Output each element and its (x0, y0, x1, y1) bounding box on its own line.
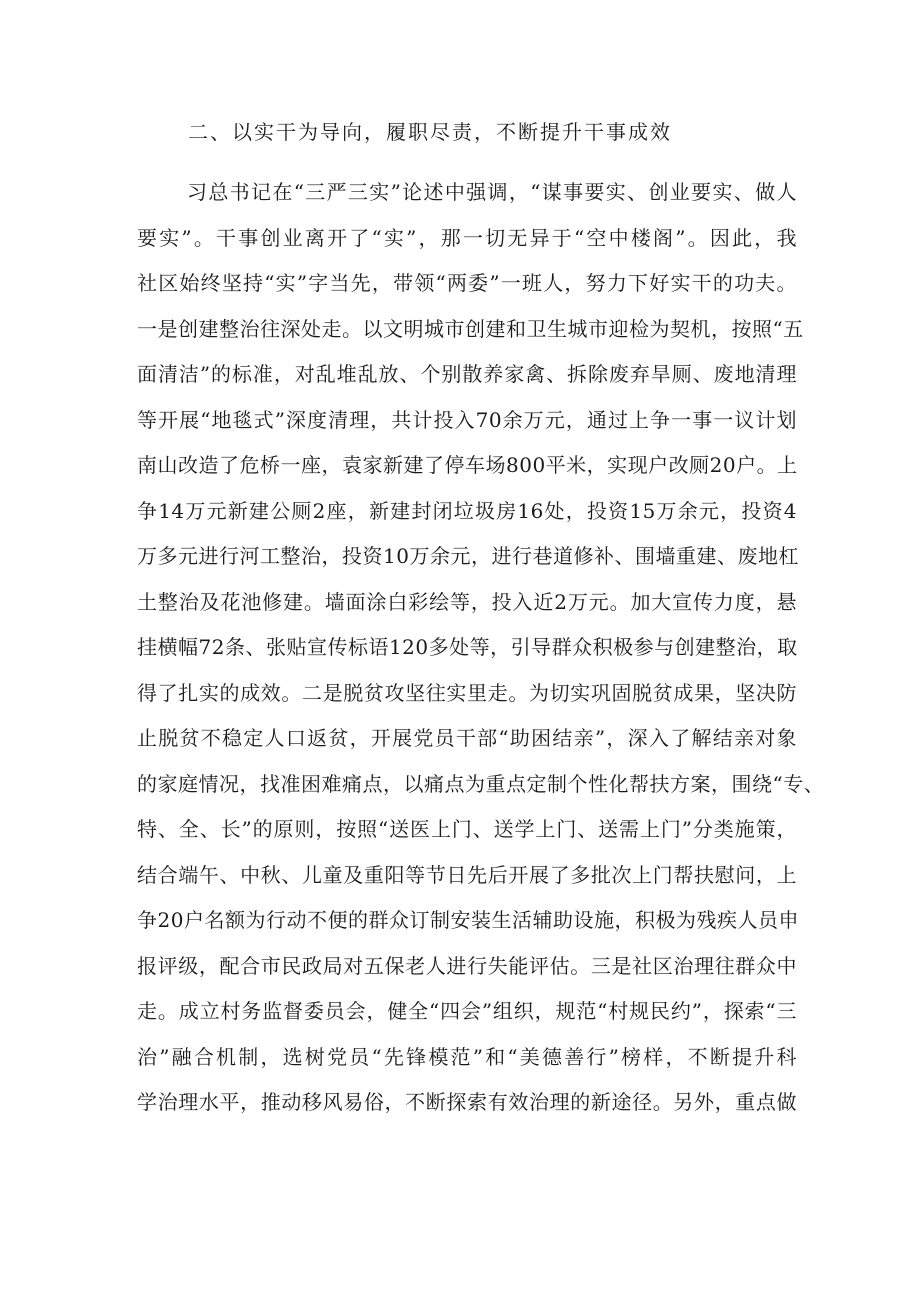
paragraph-line: 面清洁”的标准，对乱堆乱放、个别散养家禽、拆除废弃旱厕、废地清理 (137, 362, 797, 386)
paragraph-line: 走。成立村务监督委员会，健全“四会”组织，规范“村规民约”，探索“三 (137, 999, 797, 1023)
paragraph-line: 社区始终坚持“实”字当先，带领“两委”一班人，努力下好实干的功夫。 (137, 271, 797, 295)
paragraph-line: 等开展“地毯式”深度清理，共计投入70余万元，通过上争一事一议计划 (137, 407, 797, 432)
body-paragraph (137, 170, 825, 1126)
paragraph-line: 结合端午、中秋、儿童及重阳等节日先后开展了多批次上门帮扶慰问，上 (137, 862, 797, 887)
paragraph-line: 特、全、长”的原则，按照“送医上门、送学上门、送需上门”分类施策， (137, 817, 797, 841)
paragraph-line: 治”融合机制，选树党员“先锋模范”和“美德善行”榜样，不断提升科 (137, 1044, 797, 1069)
paragraph-line: 万多元进行河工整治，投资10万余元，进行巷道修补、围墙重建、废地杠 (137, 544, 799, 568)
paragraph-line: 报评级，配合市民政局对五保老人进行失能评估。三是社区治理往群众中 (137, 953, 797, 978)
paragraph-line: 的家庭情况，找准困难痛点，以痛点为重点定制个性化帮扶方案，围绕“专、 (137, 771, 825, 796)
paragraph-line: 争14万元新建公厕2座，新建封闭垃圾房16处，投资15万余元，投资4 (137, 498, 797, 523)
paragraph-line: 得了扎实的成效。二是脱贫攻坚往实里走。为切实巩固脱贫成果，坚决防 (137, 680, 797, 705)
paragraph-line: 争20户名额为行动不便的群众订制安装生活辅助设施，积极为残疾人员申 (137, 908, 799, 932)
paragraph-line: 学治理水平，推动移风易俗，不断探索有效治理的新途径。另外，重点做 (137, 1090, 797, 1114)
paragraph-line: 土整治及花池修建。墙面涂白彩绘等，投入近2万元。加大宣传力度，悬 (137, 589, 797, 614)
section-heading: 二、以实干为导向，履职尽责，不断提升干事成效 (188, 120, 672, 144)
paragraph-line: 要实”。干事创业离开了“实”，那一切无异于“空中楼阁”。因此，我 (137, 225, 797, 250)
paragraph-line: 习总书记在“三严三实”论述中强调，“谋事要实、创业要实、做人 (187, 180, 797, 204)
paragraph-line: 止脱贫不稳定人口返贫，开展党员干部“助困结亲”，深入了解结亲对象 (137, 726, 797, 750)
paragraph-line: 挂横幅72条、张贴宣传标语120多处等，引导群众积极参与创建整治，取 (137, 635, 798, 659)
paragraph-line: 南山改造了危桥一座，袁家新建了停车场800平米，实现户改厕20户。上 (137, 453, 798, 477)
paragraph-line: 一是创建整治往深处走。以文明城市创建和卫生城市迎检为契机，按照“五 (137, 316, 804, 341)
